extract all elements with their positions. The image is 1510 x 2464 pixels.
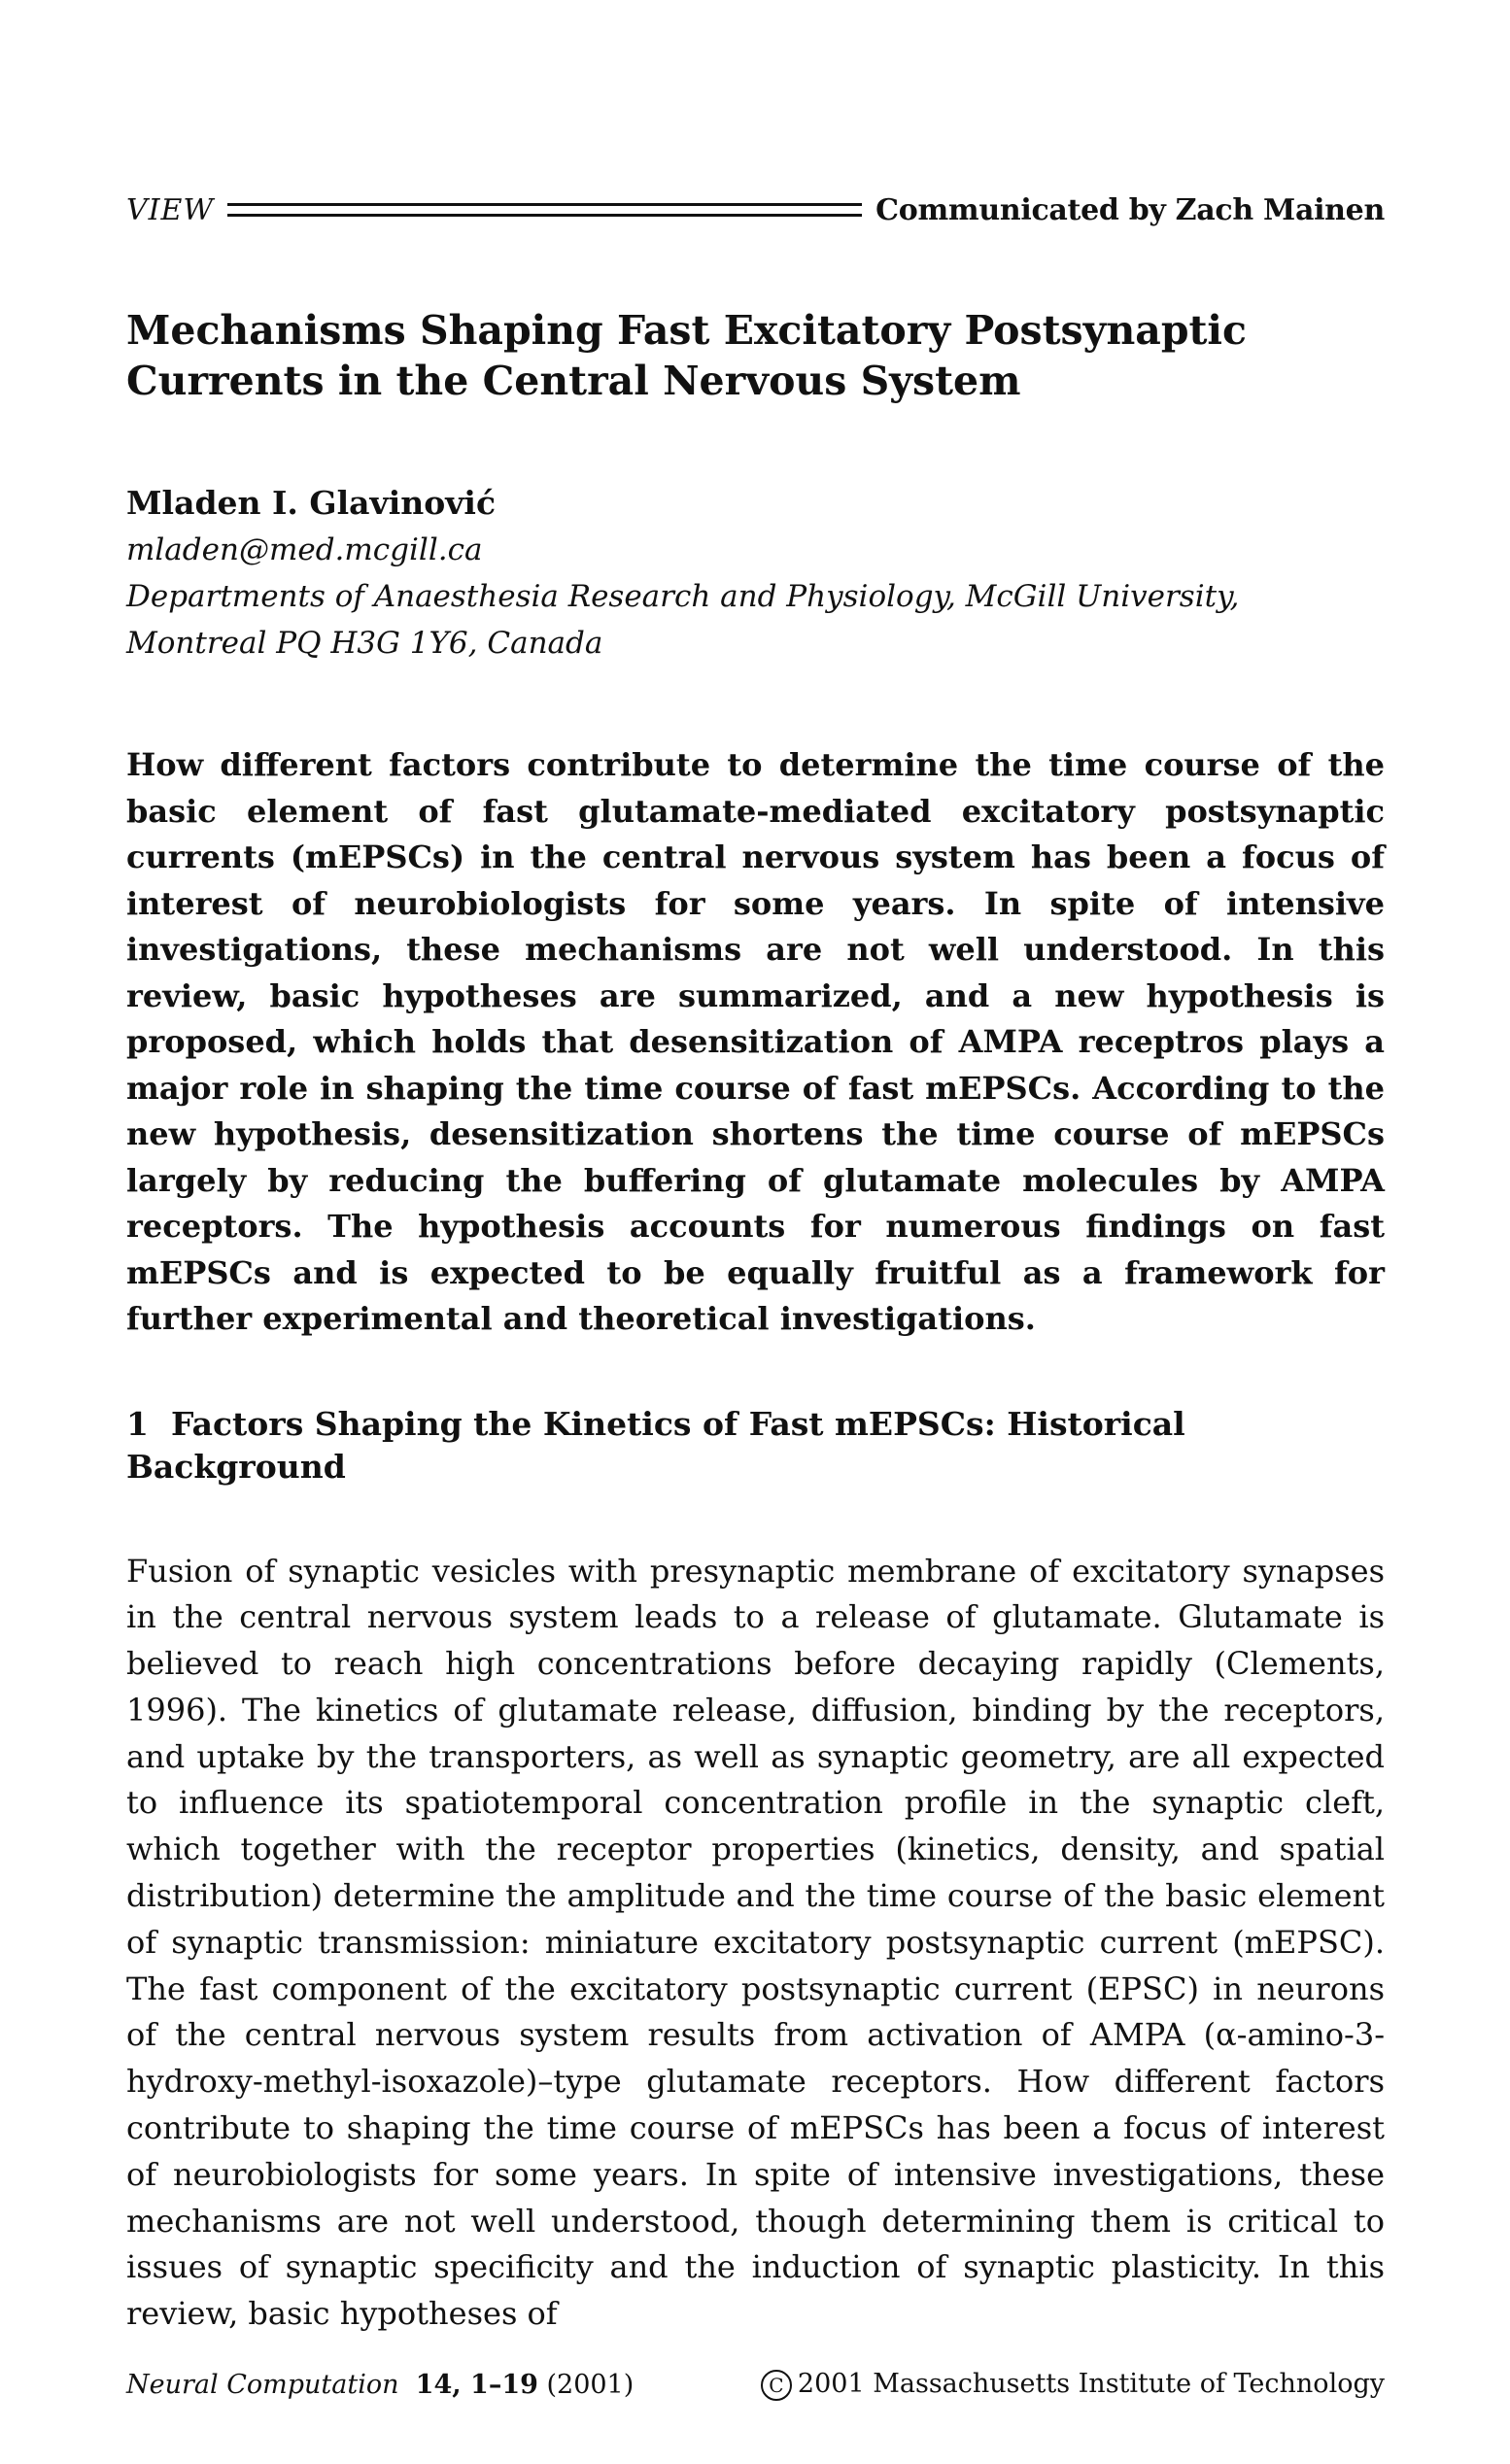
section-title: Factors Shaping the Kinetics of Fast mEPSCs: Historical Background: [126, 1404, 1185, 1486]
journal-name: Neural Computation: [126, 2369, 399, 2400]
copyright-text: 2001 Massachusetts Institute of Technology: [797, 2369, 1385, 2399]
paper-title: Mechanisms Shaping Fast Excitatory Postsynaptic Currents in the Central Nervous System: [126, 307, 1247, 404]
paper-page: [126, 185, 1385, 2369]
header-rule: [227, 203, 862, 217]
copyright-icon: C: [761, 2370, 792, 2401]
abstract: How different factors contribute to determine the time course of the basic element of fast glutamate-mediated excitatory postsynaptic currents (mEPSCs) in the central nervous system has been a focus of interest of neurobiologists for some years. In spite of intensive investigations, these mechanisms are not well understood. In this review, basic hypotheses are summarized, and a new hypothesis is proposed, which holds that desensitization of AMPA receptros plays a major role in shaping the time course of fast mEPSCs. According to the new hypothesis, desensitization shortens the time course of mEPSCs largely by reducing the buffering of glutamate molecules by AMPA receptors. The hypothesis accounts for numerous findings on fast mEPSCs and is expected to be equally fruitful as a framework for further experimental and theoretical investigations.: [126, 746, 1385, 1337]
body-paragraph: Fusion of synaptic vesicles with presynaptic membrane of excitatory synapses in the central nervous system leads to a release of glutamate. Glutamate is believed to reach high concentrations before decaying rapidly (Clements, 1996). The kinetics of glutamate release, diffusion, binding by the receptors, and uptake by the transporters, as well as synaptic geometry, are all expected to influence its spatiotemporal concentration profile in the synaptic cleft, which together with the receptor properties (kinetics, density, and spatial distribution) determine the amplitude and the time course of the basic element of synaptic transmission: miniature excitatory postsynaptic current (mEPSC). The fast component of the excitatory postsynaptic current (EPSC) in neurons of the central nervous system results from activation of AMPA (α-amino-3-hydroxy-methyl-isoxazole)–type glutamate receptors. How different factors contribute to shaping the time course of mEPSCs has been a focus of interest of neurobiologists for some years. In spite of intensive investigations, these mechanisms are not well understood, though determining them is critical to issues of synaptic specificity and the induction of synaptic plasticity. In this review, basic hypotheses of: [126, 1552, 1385, 2333]
section-heading: [126, 1403, 1385, 1489]
view-label: VIEW: [126, 192, 215, 227]
communicated-by: Communicated by Zach Mainen: [875, 192, 1385, 227]
citation-year: (2001): [546, 2369, 635, 2400]
author-affiliation: Departments of Anaesthesia Research and Physiology, McGill University, Montreal PQ H3G 1Y6, Canada: [126, 579, 1240, 661]
author-name: Mladen I. Glavinović: [126, 484, 497, 522]
author-email: mladen@med.mcgill.ca: [126, 532, 483, 567]
citation: [126, 2370, 634, 2400]
page-footer: [126, 2369, 1385, 2401]
copyright: [761, 2369, 1385, 2401]
section-number: 1: [126, 1404, 149, 1443]
page-header: [126, 185, 1385, 235]
volume-pages: 14, 1–19: [415, 2369, 538, 2400]
